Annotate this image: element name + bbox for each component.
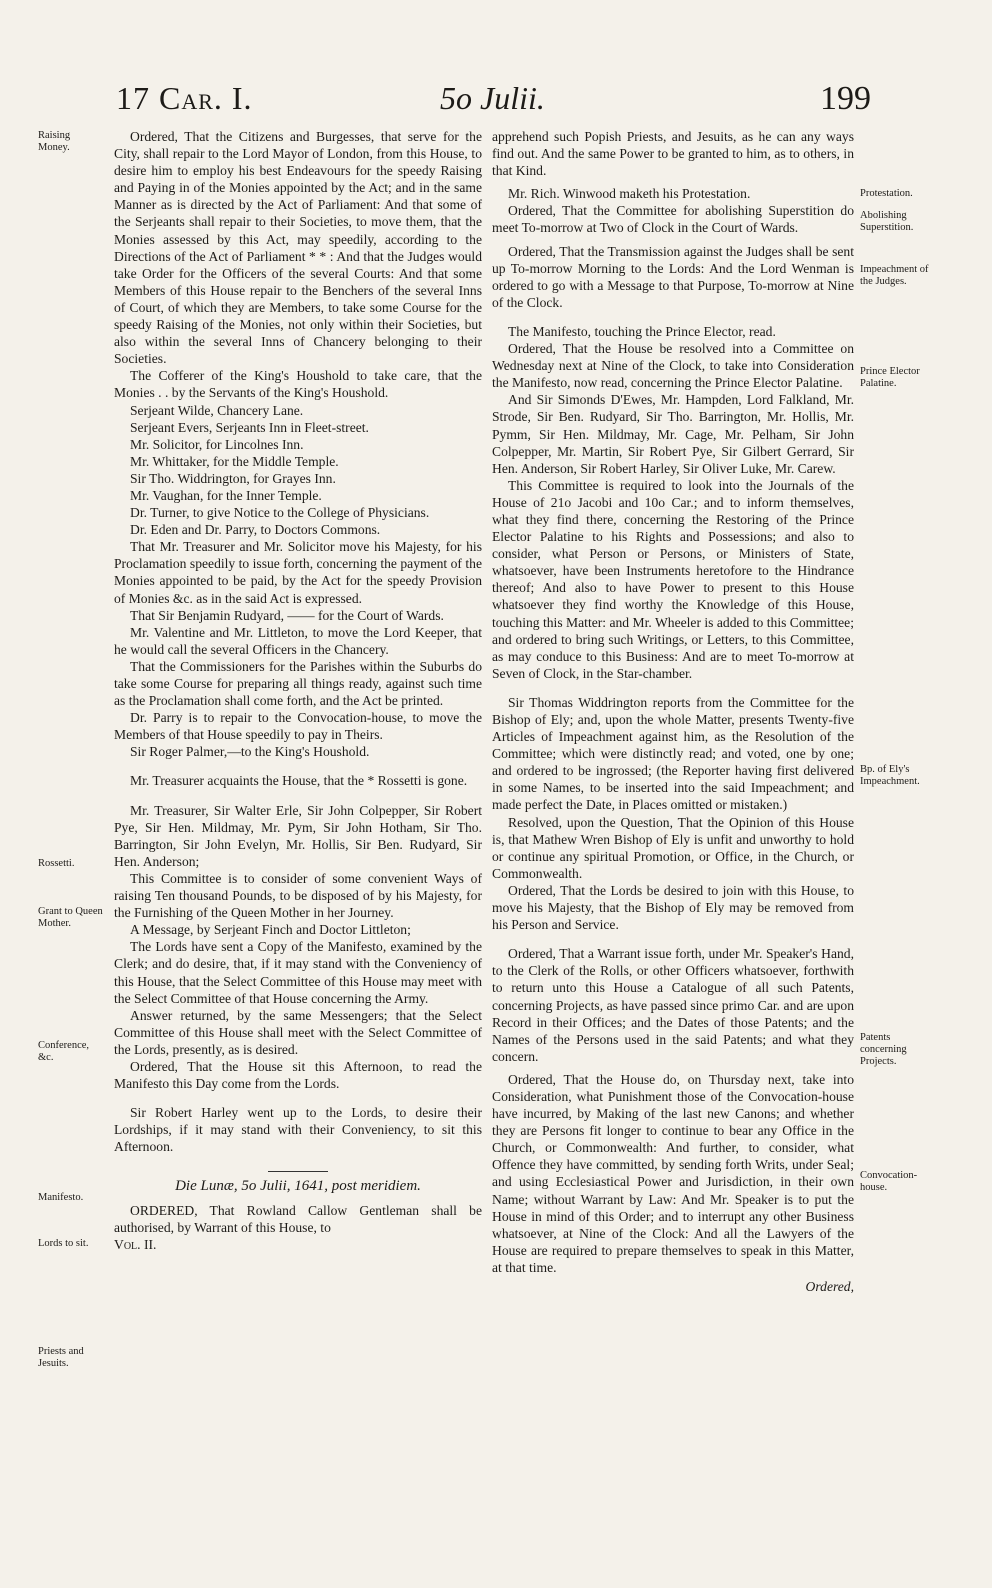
paragraph: Sir Thomas Widdrington reports from the Committee for the Bishop of Ely; and, upon the whole Matter, presents Twenty-five Articles of Impeachment against him, as the Resolution of the Committee; which were distinctly read; and voted, one by one; and ordered to be ingrossed; (the Reporter having first delivered in some Names, to be inserted into the said Impeachment; and made perfect the Date, in Places omitted or mistaken.) <box>492 694 854 813</box>
catchword: Ordered, <box>805 1279 854 1294</box>
paragraph: Mr. Valentine and Mr. Littleton, to move the Lord Keeper, that he would call the several Officers in the Chancery. <box>114 624 482 657</box>
paragraph: Mr. Solicitor, for Lincolnes Inn. <box>130 436 304 452</box>
paragraph: Dr. Turner, to give Notice to the College of Physicians. <box>130 505 430 521</box>
margin-note-left: Lords to sit. <box>38 1238 89 1249</box>
paragraph: Ordered, That the House be resolved into a Committee on Wednesday next at Nine of the Clock, to take into Consideration the Manifesto, now read, concerning the Prince Elector Palatine. <box>492 341 854 391</box>
margin-note-right: Bp. of Ely's Impeachment. <box>860 764 920 787</box>
paragraph: Mr. Treasurer acquaints the House, that the * Rossetti is gone. <box>130 773 468 789</box>
paragraph: ORDERED, That Rowland Callow Gentleman shall be authorised, by Warrant of this House, to <box>114 1202 482 1235</box>
paragraph: Ordered, That the Transmission against the Judges shall be sent up To-morrow Morning to the Lords: And the Lord Wenman is ordered to go with a Message to that Purpose, To-morrow at Nine of the Clock. <box>492 243 854 310</box>
margin-note-right: Convocation-house. <box>860 1170 918 1193</box>
section-rule <box>268 1171 328 1172</box>
left-column <box>114 128 482 1253</box>
margin-note-left: Manifesto. <box>38 1192 84 1203</box>
header-date: 5o Julii. <box>440 80 545 116</box>
margin-note-left: Rossetti. <box>38 858 75 869</box>
paragraph: Mr. Vaughan, for the Inner Temple. <box>130 487 322 503</box>
paragraph: That Sir Benjamin Rudyard, —— for the Court of Wards. <box>130 607 444 623</box>
paragraph: Sir Tho. Widdrington, for Grayes Inn. <box>130 470 336 486</box>
paragraph: Ordered, That the Committee for abolishing Superstition do meet To-morrow at Two of Clock in the Court of Wards. <box>492 203 854 236</box>
margin-note-left: Priests and Jesuits. <box>38 1346 84 1369</box>
paragraph: Sir Roger Palmer,—to the King's Houshold. <box>130 744 370 760</box>
paragraph: A Message, by Serjeant Finch and Doctor Littleton; <box>130 922 411 938</box>
paragraph: Ordered, That the Citizens and Burgesses, that serve for the City, shall repair to the Lord Mayor of London, from this House, to desire him to employ his best Endeavours for the speedy Raising and Paying in of the Monies appointed by the Act; and in the same Manner as is directed by the Act of Parliament: And that some of the Serjeants shall repair to their Societies, to move them, that the Monies assessed by this Act, may speedily, according to the Directions of the Act of Parliament * * : And that the Judges would take Order for the Officers of the several Courts: And that some Members of this House repair to the Benchers of the several Inns of Court, of which they are Members, to take some Course for the speedy Raising of the Monies, not only within their Societies, but also within the several Inns of Chancery belonging to their Societies. <box>114 129 482 367</box>
paragraph: Dr. Parry is to repair to the Convocation-house, to move the Members of that House speedily to pay in Theirs. <box>114 710 482 743</box>
paragraph: Answer returned, by the same Messengers; that the Select Committee of this House shall meet with the Select Committee of the Lords, presently, as is desired. <box>114 1007 482 1057</box>
sitting-heading: Die Lunæ, 5o Julii, 1641, post meridiem. <box>175 1178 421 1195</box>
paragraph: Mr. Whittaker, for the Middle Temple. <box>130 453 339 469</box>
paragraph: apprehend such Popish Priests, and Jesuits, as he can any ways find out. And the same Power to be granted to him, as to others, in that Kind. <box>492 129 854 179</box>
paragraph: Serjeant Evers, Serjeants Inn in Fleet-street. <box>130 419 369 435</box>
paragraph: Mr. Treasurer, Sir Walter Erle, Sir John Colpepper, Sir Robert Pye, Sir Hen. Mildmay, Mr. Pym, Sir John Hotham, Sir Tho. Barrington, Sir John Evelyn, Mr. Hollis, Sir Ben. Rudyard, Sir Hen. Anderson; <box>114 802 482 869</box>
paragraph: Sir Robert Harley went up to the Lords, to desire their Lordships, if it may stand with their Conveniency, to sit this Afternoon. <box>114 1105 482 1155</box>
page-number: 199 <box>820 80 871 117</box>
margin-note-right: Abolishing Superstition. <box>860 210 914 233</box>
paragraph: That the Commissioners for the Parishes within the Suburbs do take some Course for preparing all things ready, against such time as the Proclamation shall come forth, and the Act be printed. <box>114 658 482 709</box>
paragraph: That Mr. Treasurer and Mr. Solicitor move his Majesty, for his Proclamation speedily to issue forth, concerning the payment of the Monies appointed to be paid, by the Act for the speedy Provision of Monies &c. as in the said Act is expressed. <box>114 539 482 606</box>
paragraph: This Committee is to consider of some convenient Ways of raising Ten thousand Pounds, to be disposed of by his Majesty, for the Furnishing of the Queen Mother in her Journey. <box>114 870 482 921</box>
paragraph: Ordered, That the House do, on Thursday next, take into Consideration, what Punishment those of the Convocation-house have incurred, by Making of the last new Canons; and whether they are Persons fit longer to continue to bear any Office in the Church, or Commonwealth: And further, to consider, what Offence they have committed, by sending forth Writs, under Seal; and using Ecclesiastical Power and Jurisdiction, in their own Name; without Warrant by Law: And Mr. Speaker is to put the House in mind of this Order; and to interrupt any other Business whatsoever, at Nine of the Clock: And all the Lawyers of the House are required to prepare themselves to speak in this Matter, at that time. <box>492 1071 854 1275</box>
paragraph: Resolved, upon the Question, That the Opinion of this House is, that Mathew Wren Bishop of Ely is unfit and unworthy to hold or continue any spiritual Promotion, or Office, in the Church, or Commonwealth. <box>492 814 854 881</box>
paragraph: The Cofferer of the King's Houshold to take care, that the Monies . . by the Servants of the King's Houshold. <box>114 368 482 401</box>
margin-note-left: Conference, &c. <box>38 1040 90 1063</box>
paragraph: Serjeant Wilde, Chancery Lane. <box>130 402 304 418</box>
paragraph: Mr. Rich. Winwood maketh his Protestation. <box>508 186 751 202</box>
paragraph: And Sir Simonds D'Ewes, Mr. Hampden, Lord Falkland, Mr. Strode, Sir Ben. Rudyard, Sir Tho. Barrington, Mr. Hollis, Mr. Pymm, Sir Hen. Mildmay, Mr. Cage, Mr. Pelham, Sir John Colpepper, Mr. Martin, Sir Robert Pye, Sir Gilbert Gerrard, Sir Hen. Anderson, Sir Robert Harley, Sir Oliver Luke, Mr. Carew. <box>492 392 854 476</box>
right-column <box>492 128 854 1295</box>
margin-note-left: Grant to Queen Mother. <box>38 906 103 929</box>
paragraph: This Committee is required to look into the Journals of the House of 21o Jacobi and 10o Car.; and to inform themselves, what they find there, concerning the Restoring of the Prince Elector Palatine to his Rights and Possessions; and also to consider, what Person or Persons, or Ministers of State, whatsoever, have been Instruments heretofore to the Hindrance thereof; And also to have Power to present to this House whatsoever they find worthy the Knowledge of this House, touching this Matter: and Mr. Wheeler is added to this Committee; and ordered to bring such Writings, or Letters, to this Committee, as may conduce to this Business: And are to meet To-morrow at Seven of Clock, in the Star-chamber. <box>492 477 854 681</box>
margin-note-left: Raising Money. <box>38 130 71 153</box>
volume-signature: Vol. II. <box>114 1236 157 1252</box>
page-header <box>0 80 992 124</box>
margin-note-right: Patents concerning Projects. <box>860 1032 907 1067</box>
paragraph: The Manifesto, touching the Prince Elector, read. <box>508 323 776 339</box>
margin-note-right: Prince Elector Palatine. <box>860 366 920 389</box>
margin-note-right: Impeachment of the Judges. <box>860 264 929 287</box>
margin-note-right: Protestation. <box>860 188 913 199</box>
paragraph: The Lords have sent a Copy of the Manifesto, examined by the Clerk; and do desire, that, if it may stand with the Conveniency of this House, that the Select Committee of this House may meet with the Select Committee of that House concerning the Army. <box>114 939 482 1006</box>
paragraph: Ordered, That the Lords be desired to join with this House, to move his Majesty, that the Bishop of Ely may be removed from his Person and Service. <box>492 882 854 933</box>
paragraph: Ordered, That a Warrant issue forth, under Mr. Speaker's Hand, to the Clerk of the Rolls, or other Officers whatsoever, forthwith to return unto this House a Catalogue of all such Patents, concerning Projects, as have passed since primo Car. and are upon Record in their Offices; and the Dates of those Patents; and the Names of the Persons used in the said Patents; and what they concern. <box>492 946 854 1064</box>
header-reign: 17 Car. I. <box>116 80 253 116</box>
paragraph: Dr. Eden and Dr. Parry, to Doctors Commons. <box>130 522 381 538</box>
paragraph: Ordered, That the House sit this Afternoon, to read the Manifesto this Day come from the Lords. <box>114 1058 482 1092</box>
